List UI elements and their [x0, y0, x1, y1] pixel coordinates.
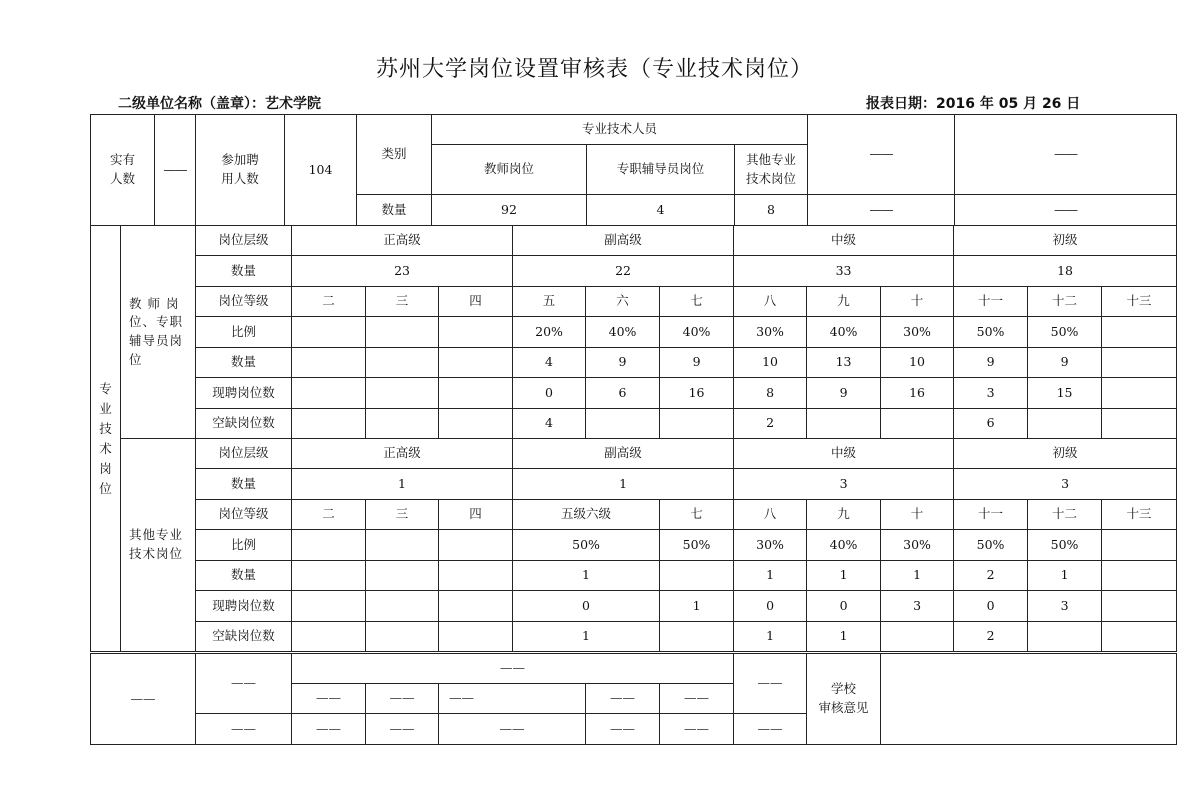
other-grade-label: 岗位等级 — [196, 500, 292, 530]
other-current-cell: 0 — [954, 591, 1028, 622]
other-quantity-cell: 1 — [1028, 561, 1102, 591]
other-level-count-0: 1 — [292, 469, 513, 500]
teacher-vacant-cell — [881, 409, 954, 439]
teacher-quantity-cell: 9 — [586, 348, 660, 378]
other-vacant-label: 空缺岗位数 — [196, 622, 292, 652]
other-vacant-cell — [292, 622, 366, 652]
other-vacant-cell — [439, 622, 513, 652]
header-table — [90, 114, 1177, 226]
other-ratio-cell: 50% — [954, 530, 1028, 561]
other-vacant-cell: 2 — [954, 622, 1028, 652]
quantity-label: 数量 — [357, 195, 432, 226]
teacher-level-count-2: 33 — [734, 256, 954, 287]
footer-blank-14: —— — [586, 714, 660, 745]
other-ratio-cell: 50% — [660, 530, 734, 561]
teacher-ratio-cell: 40% — [586, 317, 660, 348]
side-label: 专 业 技 术 岗 位 — [91, 226, 121, 652]
other-ratio-cell — [439, 530, 513, 561]
other-current-cell — [1102, 591, 1177, 622]
other-grade-11: 十三 — [1102, 500, 1177, 530]
main-table — [90, 225, 1177, 652]
teacher-ratio-cell: 50% — [1028, 317, 1102, 348]
teacher-current-cell: 6 — [586, 378, 660, 409]
other-level-count-2: 3 — [734, 469, 954, 500]
actual-count-value: —— — [155, 115, 196, 226]
teacher-quantity-cell: 9 — [660, 348, 734, 378]
teacher-level-1: 副高级 — [513, 226, 734, 256]
other-grade-0: 二 — [292, 500, 366, 530]
actual-count-label: 实有 人数 — [91, 115, 155, 226]
category-label: 类别 — [357, 115, 432, 195]
teacher-grade-9: 十一 — [954, 287, 1028, 317]
other-quantity-cell — [292, 561, 366, 591]
teacher-ratio-cell: 30% — [881, 317, 954, 348]
footer-blank-12: —— — [366, 714, 439, 745]
other-level-2: 中级 — [734, 439, 954, 469]
other-grade-9: 十一 — [954, 500, 1028, 530]
other-vacant-cell: 1 — [734, 622, 807, 652]
other-count: 8 — [735, 195, 808, 226]
teacher-ratio-cell: 50% — [954, 317, 1028, 348]
teacher-quantity-label: 数量 — [196, 348, 292, 378]
other-level-3: 初级 — [954, 439, 1177, 469]
other-vacant-cell — [1102, 622, 1177, 652]
footer-blank-9: —— — [660, 684, 734, 714]
teacher-ratio-cell — [1102, 317, 1177, 348]
other-quantity-cell — [1102, 561, 1177, 591]
other-vacant-cell — [881, 622, 954, 652]
teacher-vacant-cell — [1102, 409, 1177, 439]
footer-blank-2: —— — [196, 654, 292, 714]
footer-blank-8: —— — [586, 684, 660, 714]
blank-count-b: —— — [955, 195, 1177, 226]
other-current-cell: 3 — [1028, 591, 1102, 622]
other-grade-10: 十二 — [1028, 500, 1102, 530]
other-quantity-cell: 1 — [807, 561, 881, 591]
other-grade-merged: 五级六级 — [513, 500, 660, 530]
teacher-post-header: 教师岗位 — [432, 145, 587, 195]
teacher-current-cell: 15 — [1028, 378, 1102, 409]
teacher-count-label: 数量 — [196, 256, 292, 287]
teacher-grade-4: 六 — [586, 287, 660, 317]
other-quantity-cell — [366, 561, 439, 591]
blank-header-a: —— — [808, 115, 955, 195]
teacher-section-label: 教 师 岗 位、专职 辅导员岗 位 — [121, 226, 196, 439]
footer-blank-7: —— — [439, 684, 586, 714]
teacher-quantity-cell: 10 — [734, 348, 807, 378]
teacher-vacant-cell — [807, 409, 881, 439]
other-current-cell: 0 — [513, 591, 660, 622]
footer-blank-1: —— — [91, 654, 196, 745]
teacher-quantity-cell: 4 — [513, 348, 586, 378]
footer-table — [90, 653, 1177, 745]
teacher-grade-6: 八 — [734, 287, 807, 317]
other-quantity-cell — [439, 561, 513, 591]
page-title: 苏州大学岗位设置审核表（专业技术岗位） — [375, 57, 813, 82]
other-current-cell: 0 — [807, 591, 881, 622]
other-ratio-cell — [292, 530, 366, 561]
teacher-current-label: 现聘岗位数 — [196, 378, 292, 409]
teacher-grade-7: 九 — [807, 287, 881, 317]
other-grade-1: 三 — [366, 500, 439, 530]
teacher-level-count-1: 22 — [513, 256, 734, 287]
other-level-0: 正高级 — [292, 439, 513, 469]
teacher-quantity-cell: 9 — [954, 348, 1028, 378]
teacher-current-cell: 9 — [807, 378, 881, 409]
other-quantity-label: 数量 — [196, 561, 292, 591]
footer-blank-16: —— — [734, 714, 807, 745]
teacher-vacant-cell: 4 — [513, 409, 586, 439]
other-current-cell — [366, 591, 439, 622]
other-current-cell: 0 — [734, 591, 807, 622]
other-ratio-cell: 30% — [881, 530, 954, 561]
other-grade-6: 八 — [734, 500, 807, 530]
other-current-cell: 1 — [660, 591, 734, 622]
teacher-current-cell: 3 — [954, 378, 1028, 409]
teacher-level-2: 中级 — [734, 226, 954, 256]
join-count-value: 104 — [285, 115, 357, 226]
teacher-quantity-cell: 13 — [807, 348, 881, 378]
other-level-1: 副高级 — [513, 439, 734, 469]
unit-name: 二级单位名称（盖章）：艺术学院 — [118, 96, 321, 112]
staff-group-header: 专业技术人员 — [432, 115, 808, 145]
teacher-vacant-cell — [1028, 409, 1102, 439]
footer-blank-15: —— — [660, 714, 734, 745]
other-vacant-cell: 1 — [807, 622, 881, 652]
other-grade-2: 四 — [439, 500, 513, 530]
teacher-current-cell — [366, 378, 439, 409]
other-level-count-3: 3 — [954, 469, 1177, 500]
teacher-vacant-cell — [366, 409, 439, 439]
footer-blank-13: —— — [439, 714, 586, 745]
other-current-cell — [292, 591, 366, 622]
review-box[interactable] — [881, 654, 1177, 745]
other-post-header: 其他专业 技术岗位 — [735, 145, 808, 195]
teacher-ratio-cell: 40% — [660, 317, 734, 348]
other-ratio-cell: 50% — [1028, 530, 1102, 561]
teacher-grade-10: 十二 — [1028, 287, 1102, 317]
other-quantity-cell: 2 — [954, 561, 1028, 591]
teacher-ratio-cell — [292, 317, 366, 348]
other-ratio-label: 比例 — [196, 530, 292, 561]
teacher-level-3: 初级 — [954, 226, 1177, 256]
other-quantity-cell — [660, 561, 734, 591]
teacher-vacant-cell: 6 — [954, 409, 1028, 439]
other-ratio-cell — [1102, 530, 1177, 561]
teacher-grade-8: 十 — [881, 287, 954, 317]
other-quantity-cell: 1 — [881, 561, 954, 591]
teacher-level-count-0: 23 — [292, 256, 513, 287]
teacher-level-label: 岗位层级 — [196, 226, 292, 256]
teacher-vacant-cell — [439, 409, 513, 439]
other-current-cell: 3 — [881, 591, 954, 622]
teacher-grade-0: 二 — [292, 287, 366, 317]
other-ratio-cell: 40% — [807, 530, 881, 561]
footer-blank-5: —— — [292, 684, 366, 714]
teacher-vacant-label: 空缺岗位数 — [196, 409, 292, 439]
footer-blank-10: —— — [196, 714, 292, 745]
teacher-vacant-cell — [586, 409, 660, 439]
other-ratio-cell — [366, 530, 439, 561]
teacher-current-cell — [439, 378, 513, 409]
teacher-grade-2: 四 — [439, 287, 513, 317]
other-vacant-cell: 1 — [513, 622, 660, 652]
other-current-cell — [439, 591, 513, 622]
counselor-count: 4 — [587, 195, 735, 226]
teacher-current-cell: 0 — [513, 378, 586, 409]
teacher-vacant-cell — [660, 409, 734, 439]
teacher-vacant-cell: 2 — [734, 409, 807, 439]
teacher-ratio-cell — [366, 317, 439, 348]
teacher-grade-3: 五 — [513, 287, 586, 317]
teacher-ratio-label: 比例 — [196, 317, 292, 348]
join-count-label: 参加聘 用人数 — [196, 115, 285, 226]
teacher-vacant-cell — [292, 409, 366, 439]
teacher-current-cell: 16 — [660, 378, 734, 409]
teacher-level-0: 正高级 — [292, 226, 513, 256]
teacher-quantity-cell — [1102, 348, 1177, 378]
teacher-ratio-cell: 20% — [513, 317, 586, 348]
teacher-quantity-cell — [366, 348, 439, 378]
other-vacant-cell — [1028, 622, 1102, 652]
footer-blank-4: —— — [734, 654, 807, 714]
other-current-label: 现聘岗位数 — [196, 591, 292, 622]
other-quantity-cell: 1 — [734, 561, 807, 591]
teacher-quantity-cell — [439, 348, 513, 378]
other-level-label: 岗位层级 — [196, 439, 292, 469]
other-vacant-cell — [366, 622, 439, 652]
other-grade-5: 七 — [660, 500, 734, 530]
report-date: 报表日期：2016 年 05 月 26 日 — [866, 96, 1081, 112]
blank-count-a: —— — [808, 195, 955, 226]
teacher-current-cell — [292, 378, 366, 409]
teacher-quantity-cell: 10 — [881, 348, 954, 378]
teacher-current-cell: 8 — [734, 378, 807, 409]
other-grade-7: 九 — [807, 500, 881, 530]
footer-blank-11: —— — [292, 714, 366, 745]
other-grade-8: 十 — [881, 500, 954, 530]
teacher-current-cell — [1102, 378, 1177, 409]
other-vacant-cell — [660, 622, 734, 652]
teacher-current-cell: 16 — [881, 378, 954, 409]
teacher-ratio-cell: 30% — [734, 317, 807, 348]
other-level-count-1: 1 — [513, 469, 734, 500]
other-ratio-cell: 30% — [734, 530, 807, 561]
teacher-grade-11: 十三 — [1102, 287, 1177, 317]
teacher-grade-5: 七 — [660, 287, 734, 317]
teacher-level-count-3: 18 — [954, 256, 1177, 287]
teacher-count: 92 — [432, 195, 587, 226]
teacher-grade-label: 岗位等级 — [196, 287, 292, 317]
footer-blank-3: —— — [292, 654, 734, 684]
footer-blank-6: —— — [366, 684, 439, 714]
teacher-quantity-cell: 9 — [1028, 348, 1102, 378]
teacher-ratio-cell — [439, 317, 513, 348]
teacher-quantity-cell — [292, 348, 366, 378]
other-quantity-cell: 1 — [513, 561, 660, 591]
teacher-ratio-cell: 40% — [807, 317, 881, 348]
review-label: 学校 审核意见 — [807, 654, 881, 745]
other-section-label: 其他专业 技术岗位 — [121, 439, 196, 652]
other-count-label: 数量 — [196, 469, 292, 500]
blank-header-b: —— — [955, 115, 1177, 195]
counselor-post-header: 专职辅导员岗位 — [587, 145, 735, 195]
other-ratio-cell: 50% — [513, 530, 660, 561]
teacher-grade-1: 三 — [366, 287, 439, 317]
